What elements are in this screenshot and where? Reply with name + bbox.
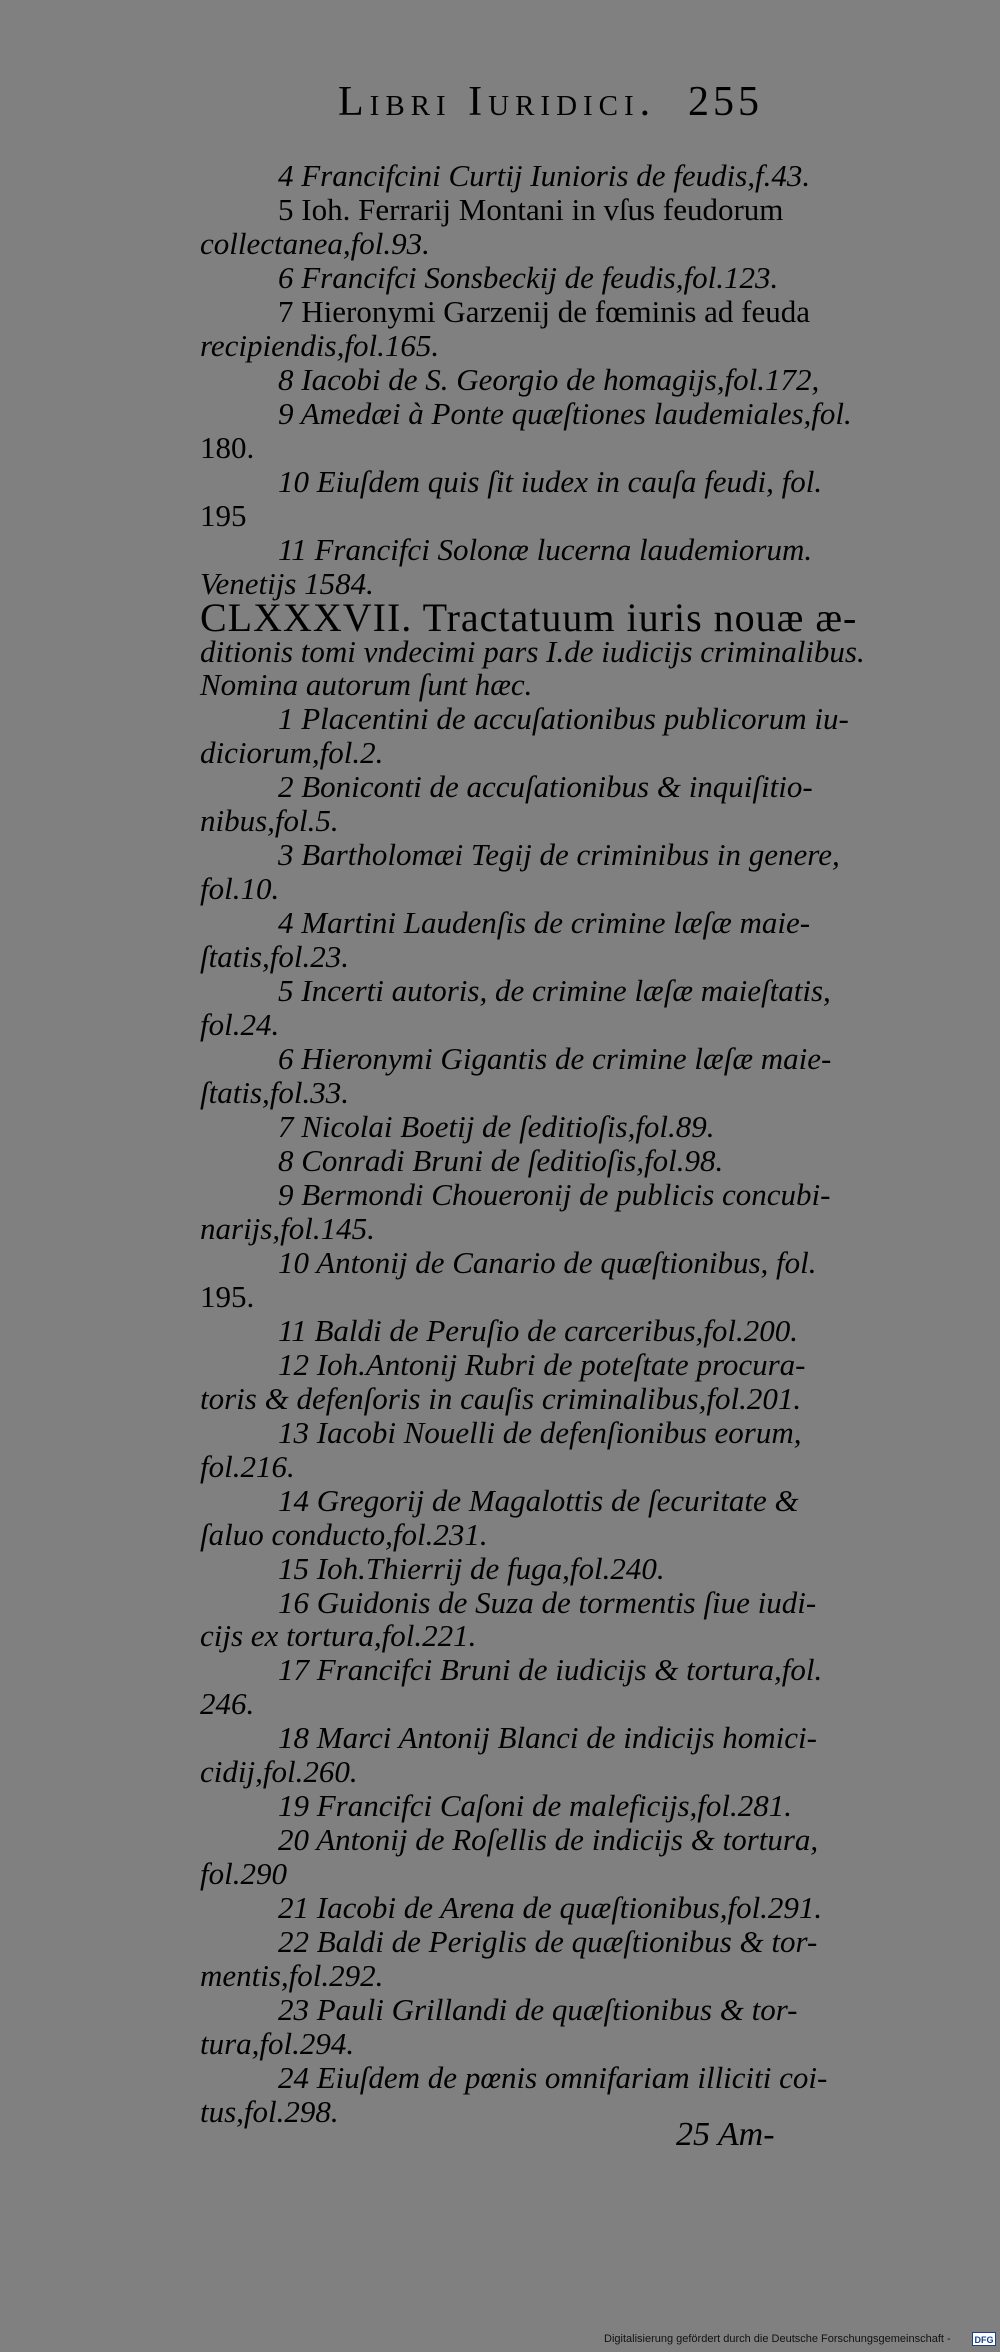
text-line: recipiendis,fol.165. [200,328,440,363]
text-line: 246. [200,1686,255,1721]
text-line: 8 Iacobi de S. Georgio de homagijs,fol.172, [278,362,820,397]
text-line: 5 Incerti autoris, de crimine læſæ maieſtatis, [278,973,831,1008]
text-line: cidij,fol.260. [200,1754,358,1789]
text-line: 9 Amedæi à Ponte quæſtiones laudemiales,fol. [278,396,852,431]
text-line: narijs,fol.145. [200,1211,375,1246]
text-line: fol.10. [200,871,280,906]
text-line: fol.216. [200,1449,295,1484]
page-number: 255 [688,79,763,125]
text-line: 7 Hieronymi Garzenij de fœminis ad feuda [278,294,810,329]
text-line: 9 Bermondi Choueronij de publicis concubi- [278,1177,831,1212]
text-line: 2 Boniconti de accuſationibus & inquiſitio- [278,769,813,804]
text-line: CLXXXVII. Tractatuum iuris nouæ æ- [200,595,858,640]
text-line: 1 Placentini de accuſationibus publicorum iu- [278,701,849,736]
text-line: 23 Pauli Grillandi de quæſtionibus & tor- [278,1992,798,2027]
text-line: 6 Francifci Sonsbeckij de feudis,fol.123. [278,260,779,295]
text-line: 21 Iacobi de Arena de quæſtionibus,fol.291. [278,1890,823,1925]
text-line: nibus,fol.5. [200,803,339,838]
dfg-logo: DFG [972,2332,996,2346]
catchword: 25 Am- [676,2116,775,2153]
text-line: 24 Eiuſdem de pœnis omnifariam illiciti coi- [278,2060,828,2095]
text-line: 11 Baldi de Peruſio de carceribus,fol.200. [278,1313,799,1348]
text-line: toris & defenſoris in cauſis criminalibus,fol.201. [200,1381,802,1416]
text-line: Nomina autorum ſunt hæc. [200,667,533,702]
text-line: 19 Francifci Caſoni de maleficijs,fol.281. [278,1788,793,1823]
text-line: ſtatis,fol.33. [200,1075,349,1110]
text-line: ſaluo conducto,fol.231. [200,1517,488,1552]
text-line: mentis,fol.292. [200,1958,384,1993]
text-line: ſtatis,fol.23. [200,939,349,974]
text-line: fol.24. [200,1007,280,1042]
text-line: 18 Marci Antonij Blanci de indicijs homici- [278,1720,817,1755]
text-line: 10 Antonij de Canario de quæſtionibus, fol. [278,1245,817,1280]
text-line: 20 Antonij de Roſellis de indicijs & tortura, [278,1822,819,1857]
text-line: 13 Iacobi Nouelli de defenſionibus eorum, [278,1415,802,1450]
digitization-credit: Digitalisierung gefördert durch die Deutsche Forschungsgemeinschaft - [604,2333,951,2345]
text-line: tura,fol.294. [200,2026,355,2061]
text-line: 195 [200,498,247,533]
text-line: 8 Conradi Bruni de ſeditioſis,fol.98. [278,1143,724,1178]
text-line: 3 Bartholomæi Tegij de criminibus in genere, [278,837,840,872]
text-line: diciorum,fol.2. [200,735,384,770]
text-line: 16 Guidonis de Suza de tormentis ſiue iudi- [278,1585,817,1620]
text-line: 11 Francifci Solonæ lucerna laudemiorum. [278,532,813,567]
text-line: 17 Francifci Bruni de iudicijs & tortura,fol. [278,1652,823,1687]
text-line: 15 Ioh.Thierrij de fuga,fol.240. [278,1551,665,1586]
page-header [0,74,1000,144]
text-line: ditionis tomi vndecimi pars I.de iudicijs criminalibus. [200,634,865,669]
text-line: 7 Nicolai Boetij de ſeditioſis,fol.89. [278,1109,715,1144]
text-line: 180. [200,430,255,465]
text-line: cijs ex tortura,fol.221. [200,1618,477,1653]
text-line: fol.290 [200,1856,287,1891]
text-line: Venetijs 1584. [200,566,374,601]
text-line: 5 Ioh. Ferrarij Montani in vſus feudorum [278,192,784,227]
text-line: 10 Eiuſdem quis ſit iudex in cauſa feudi, fol. [278,464,823,499]
text-line: 195. [200,1279,255,1314]
text-line: 4 Francifcini Curtij Iunioris de feudis,f.43. [278,158,811,193]
text-line: collectanea,fol.93. [200,226,430,261]
text-line: 12 Ioh.Antonij Rubri de poteſtate procura- [278,1347,806,1382]
text-line: 4 Martini Laudenſis de crimine læſæ maie- [278,905,811,940]
text-line: 14 Gregorij de Magalottis de ſecuritate & [278,1483,799,1518]
text-line: tus,fol.298. [200,2094,339,2129]
running-title: Libri Iuridici. [338,79,657,125]
text-line: 22 Baldi de Periglis de quæſtionibus & tor- [278,1924,818,1959]
text-line: 6 Hieronymi Gigantis de crimine læſæ maie- [278,1041,832,1076]
